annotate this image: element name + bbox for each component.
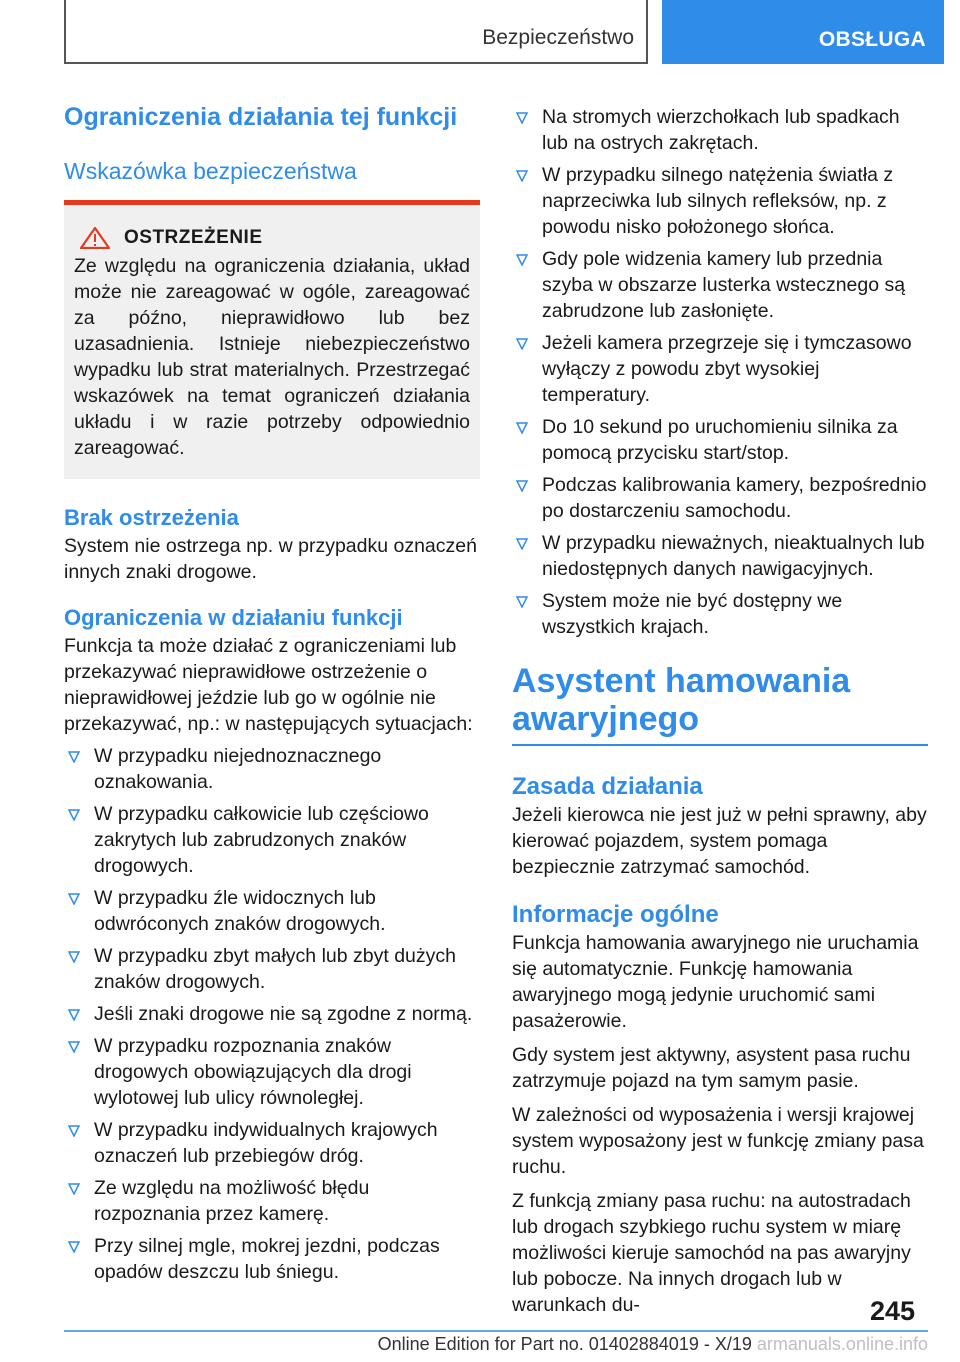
- section-heading-limits: Ograniczenia działania tej funkcji: [64, 103, 458, 131]
- general-paragraph: W zależności od wyposażenia i wersji krajowej system wyposażony jest w funkcję zmiany pasa ruchu.: [512, 1104, 924, 1178]
- triangle-bullet-icon: [68, 1183, 80, 1195]
- right-column: [512, 104, 928, 1318]
- footer-rule: [64, 1330, 928, 1332]
- triangle-bullet-icon: [516, 170, 528, 182]
- triangle-bullet-icon: [68, 1241, 80, 1253]
- list-item: W przypadku niejednoznacznego oznakowania.: [64, 743, 480, 795]
- list-item: Do 10 sekund po uruchomieniu silnika za pomocą przycisku start/stop.: [512, 414, 928, 466]
- list-item: Jeżeli kamera przegrzeje się i tymczasowo wyłączy z powodu zbyt wysokiej temperatury.: [512, 330, 928, 408]
- left-column: [64, 100, 480, 1291]
- list-item: Gdy pole widzenia kamery lub przednia szyba w obszarze lusterka wstecznego są zabrudzone lub zasłonięte.: [512, 246, 928, 324]
- list-item: Ze względu na możliwość błędu rozpoznania przez kamerę.: [64, 1175, 480, 1227]
- triangle-bullet-icon: [516, 254, 528, 266]
- triangle-bullet-icon: [68, 1125, 80, 1137]
- general-info-heading: Informacje ogólne: [512, 901, 719, 928]
- general-paragraph: Funkcja hamowania awaryjnego nie uruchamia się automatycznie. Funkcję hamowania awaryjnego mogą jedynie uruchomić sami pasażerowie.: [512, 932, 919, 1032]
- general-paragraph: Z funkcją zmiany pasa ruchu: na autostradach lub drogach szybkiego ruchu system w miarę możliwości kieruje samochód na pas awaryjny lub pobocze. Na innych drogach lub w warunkach du-: [512, 1190, 911, 1316]
- triangle-bullet-icon: [516, 422, 528, 434]
- list-item: W przypadku indywidualnych krajowych oznaczeń lub przebiegów dróg.: [64, 1117, 480, 1169]
- header-rule-right: [646, 0, 648, 64]
- warning-title: [74, 227, 470, 249]
- header-chapter-label: OBSŁUGA: [818, 28, 926, 51]
- triangle-bullet-icon: [516, 112, 528, 124]
- no-warning-heading: Brak ostrzeżenia: [64, 505, 239, 530]
- function-limits-text: Funkcja ta może działać z ograniczeniami lub przekazywać nieprawidłowe ostrzeżenie o nieprawidłowej jeździe lub go w ogólnie nie przekazywać, np.: w następujących sytuacjach:: [64, 635, 473, 735]
- warning-triangle-icon: [80, 227, 110, 249]
- function-limits-list-continued: [512, 104, 928, 640]
- list-item: W przypadku całkowicie lub częściowo zakrytych lub zabrudzonych znaków drogowych.: [64, 801, 480, 879]
- warning-text: Ze względu na ograniczenia działania, układ może nie zareagować w ogóle, zareagować za późno, nieprawidłowo lub bez uzasadnienia. Istnieje niebezpieczeństwo wypadku lub strat materialnych. Przestrzegać wskazówek na temat ograniczeń działania układu i w razie potrzeby odpowiednio zareagować.: [74, 255, 470, 459]
- list-item: W przypadku źle widocznych lub odwróconych znaków drogowych.: [64, 885, 480, 937]
- header-rule-left: [64, 0, 66, 64]
- list-item: System może nie być dostępny we wszystkich krajach.: [512, 588, 928, 640]
- list-item: W przypadku zbyt małych lub zbyt dużych znaków drogowych.: [64, 943, 480, 995]
- principle-heading: Zasada działania: [512, 773, 703, 800]
- general-paragraph: Gdy system jest aktywny, asystent pasa ruchu zatrzymuje pojazd na tym samym pasie.: [512, 1044, 911, 1092]
- function-limits-heading: Ograniczenia w działaniu funkcji: [64, 605, 403, 630]
- no-warning-text: System nie ostrzega np. w przypadku oznaczeń innych znaki drogowe.: [64, 535, 477, 583]
- list-item: Podczas kalibrowania kamery, bezpośrednio po dostarczeniu samochodu.: [512, 472, 928, 524]
- header-chapter-tab: [662, 0, 944, 64]
- triangle-bullet-icon: [516, 596, 528, 608]
- triangle-bullet-icon: [68, 1009, 80, 1021]
- warning-title-text: OSTRZEŻENIE: [124, 227, 263, 248]
- list-item: W przypadku nieważnych, nieaktualnych lub niedostępnych danych nawigacyjnych.: [512, 530, 928, 582]
- triangle-bullet-icon: [68, 1041, 80, 1053]
- triangle-bullet-icon: [68, 751, 80, 763]
- list-item: Przy silnej mgle, mokrej jezdni, podczas opadów deszczu lub śniegu.: [64, 1233, 480, 1285]
- warning-box: [64, 205, 480, 479]
- list-item: Jeśli znaki drogowe nie są zgodne z normą.: [64, 1001, 480, 1027]
- triangle-bullet-icon: [516, 480, 528, 492]
- chapter-heading-emergency-brake: Asystent hamowania awaryjnego: [512, 662, 851, 738]
- triangle-bullet-icon: [68, 893, 80, 905]
- header-rule-bottom: [64, 62, 648, 64]
- chapter-heading-rule: [512, 744, 928, 746]
- page-number: 245: [870, 1296, 916, 1326]
- triangle-bullet-icon: [516, 338, 528, 350]
- footer-watermark: armanuals.online.info: [756, 1334, 928, 1354]
- list-item: W przypadku silnego natężenia światła z naprzeciwka lub silnych refleksów, np. z powodu nisko położonego słońca.: [512, 162, 928, 240]
- list-item: Na stromych wierzchołkach lub spadkach lub na ostrych zakrętach.: [512, 104, 928, 156]
- function-limits-list: [64, 743, 480, 1285]
- safety-note-heading: Wskazówka bezpieczeństwa: [64, 158, 357, 184]
- triangle-bullet-icon: [68, 809, 80, 821]
- triangle-bullet-icon: [68, 951, 80, 963]
- footer-edition-text: Online Edition for Part no. 01402884019 - X/19: [377, 1334, 752, 1354]
- header-section-title: Bezpieczeństwo: [482, 26, 634, 49]
- triangle-bullet-icon: [516, 538, 528, 550]
- footer-edition: [300, 1334, 928, 1355]
- list-item: W przypadku rozpoznania znaków drogowych obowiązujących dla drogi wylotowej lub ulicy równoległej.: [64, 1033, 480, 1111]
- principle-text: Jeżeli kierowca nie jest już w pełni sprawny, aby kierować pojazdem, system pomaga bezpiecznie zatrzymać samochód.: [512, 804, 927, 878]
